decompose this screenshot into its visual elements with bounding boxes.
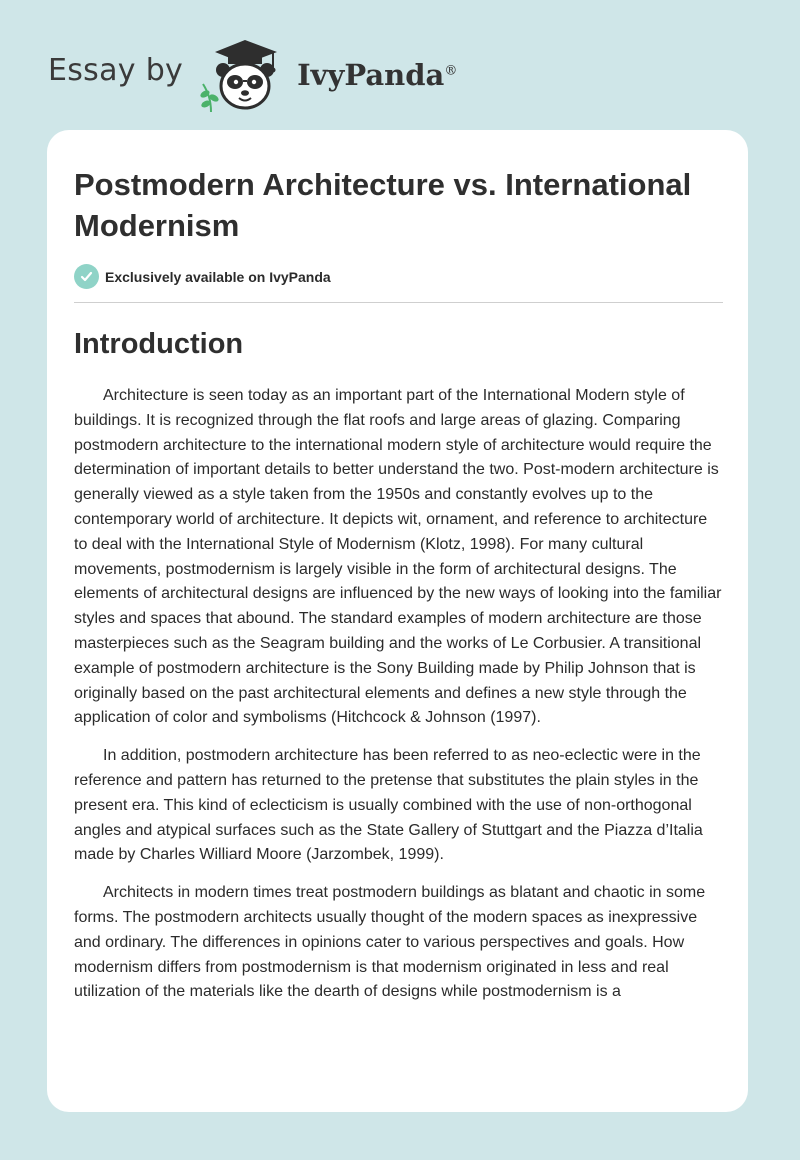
essay-body xyxy=(74,384,724,1018)
exclusive-badge xyxy=(74,264,331,289)
registered-mark: ® xyxy=(444,63,458,79)
site-logo[interactable] xyxy=(48,34,457,114)
brand-prefix: Essay by xyxy=(48,52,184,88)
essay-card xyxy=(47,130,748,1112)
panda-logo-icon xyxy=(195,36,295,112)
divider xyxy=(74,302,723,303)
brand-name: IvyPanda® xyxy=(297,58,458,92)
checkmark-icon xyxy=(74,264,99,289)
paragraph: In addition, postmodern architecture has been referred to as neo-eclectic were in the reference and pattern has returned to the pretense that substitutes the plain styles in the present era. This kind of eclecticism is usually combined with the use of non-orthogonal angles and atypical surfaces such as the State Gallery of Stuttgart and the Piazza d’Italia made by Charles Williard Moore (Jarzombek, 1999). xyxy=(74,747,703,864)
paragraph: Architecture is seen today as an important part of the International Modern style of buildings. It is recognized through the flat roofs and large areas of glazing. Comparing postmodern architecture to the international modern style of architecture would require the determination of important details to better understand the two. Post-modern architecture is generally viewed as a style taken from the 1950s and constantly evolves up to the contemporary world of architecture. It depicts wit, ornament, and reference to architecture to deal with the International Style of Modernism (Klotz, 1998). For many cultural movements, postmodernism is largely visible in the form of architectural designs. The elements of architectural designs are influenced by the new ways of looking into the familiar styles and spaces that abound. The standard examples of modern architecture are those masterpieces such as the Seagram building and the works of Le Corbusier. A transitional example of postmodern architecture is the Sony Building made by Philip Johnson that is originally based on the past architectural elements and defines a new style through the application of color and symbolisms (Hitchcock & Johnson (1997). xyxy=(74,387,722,727)
badge-text: Exclusively available on IvyPanda xyxy=(105,268,331,285)
essay-title: Postmodern Architecture vs. International Modernism xyxy=(74,167,692,243)
paragraph: Architects in modern times treat postmodern buildings as blatant and chaotic in some forms. The postmodern architects usually thought of the modern spaces as inexpressive and ordinary. The differences in opinions cater to various perspectives and goals. How modernism differs from postmodernism is that modernism originated in less and real utilization of the materials like the dearth of designs while postmodernism is a xyxy=(74,884,706,1001)
section-heading: Introduction xyxy=(74,328,244,360)
